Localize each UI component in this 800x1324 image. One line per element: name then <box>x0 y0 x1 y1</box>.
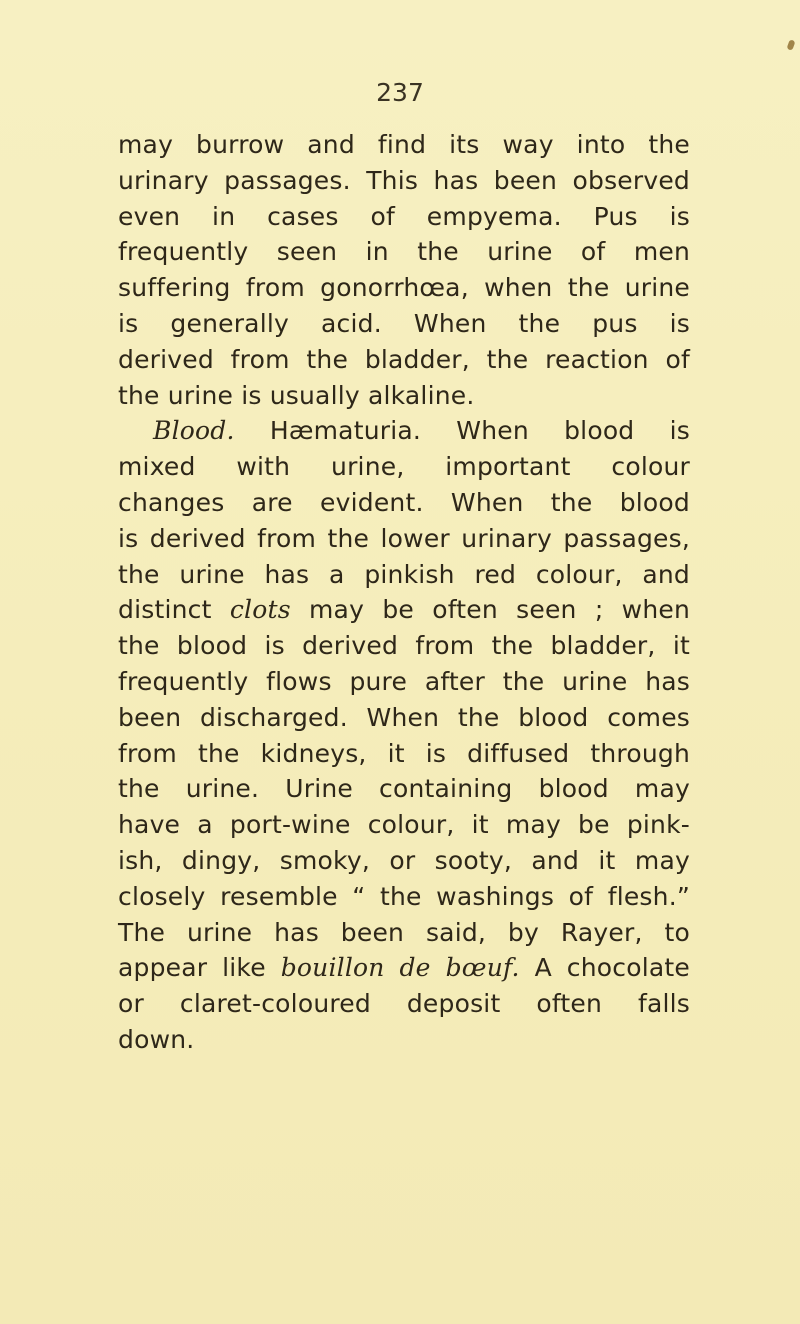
text-line: frequently flows pure after the urine has <box>118 666 690 696</box>
page-number: 237 <box>376 78 424 107</box>
text-line: the urine is usually alkaline. <box>118 380 475 410</box>
text-line: frequently seen in the urine of men <box>118 237 690 267</box>
text-line: appear like bouillon de bœuf. A chocolate <box>118 953 690 983</box>
text-line: down. <box>118 1024 195 1054</box>
page-corner-mark <box>786 39 795 50</box>
text-line: closely resemble “ the washings of flesh.” <box>118 881 690 911</box>
italic-text: bouillon de bœuf. <box>280 953 520 983</box>
text-line: or claret-coloured deposit often falls <box>118 989 690 1019</box>
text-line: ish, dingy, smoky, or sooty, and it may <box>118 845 690 875</box>
text-line: the blood is derived from the bladder, it <box>118 631 690 661</box>
text-line: have a port-wine colour, it may be pink- <box>118 810 690 840</box>
text-line: Blood. Hæmaturia. When blood is <box>153 416 690 446</box>
text-line: The urine has been said, by Rayer, to <box>118 917 690 947</box>
text-line: derived from the bladder, the reaction of <box>118 344 690 374</box>
text-line: changes are evident. When the blood <box>118 487 690 517</box>
text-line: from the kidneys, it is diffused through <box>118 738 690 768</box>
body-text <box>118 127 690 1058</box>
text-line: may burrow and find its way into the <box>118 130 690 159</box>
text-line: is generally acid. When the pus is <box>118 308 690 338</box>
italic-text: clots <box>229 595 291 625</box>
text-line: the urine. Urine containing blood may <box>118 774 690 804</box>
text-line: is derived from the lower urinary passages, <box>118 523 690 553</box>
text-line: distinct clots may be often seen ; when <box>118 595 690 625</box>
text-line: even in cases of empyema. Pus is <box>118 201 690 231</box>
text-line: the urine has a pinkish red colour, and <box>118 559 690 589</box>
text-line: urinary passages. This has been observed <box>118 165 690 195</box>
italic-text: Blood. <box>153 416 235 446</box>
text-line: mixed with urine, important colour <box>118 452 690 482</box>
text-line: been discharged. When the blood comes <box>118 702 690 732</box>
text-line: suffering from gonorrhœa, when the urine <box>118 273 690 303</box>
